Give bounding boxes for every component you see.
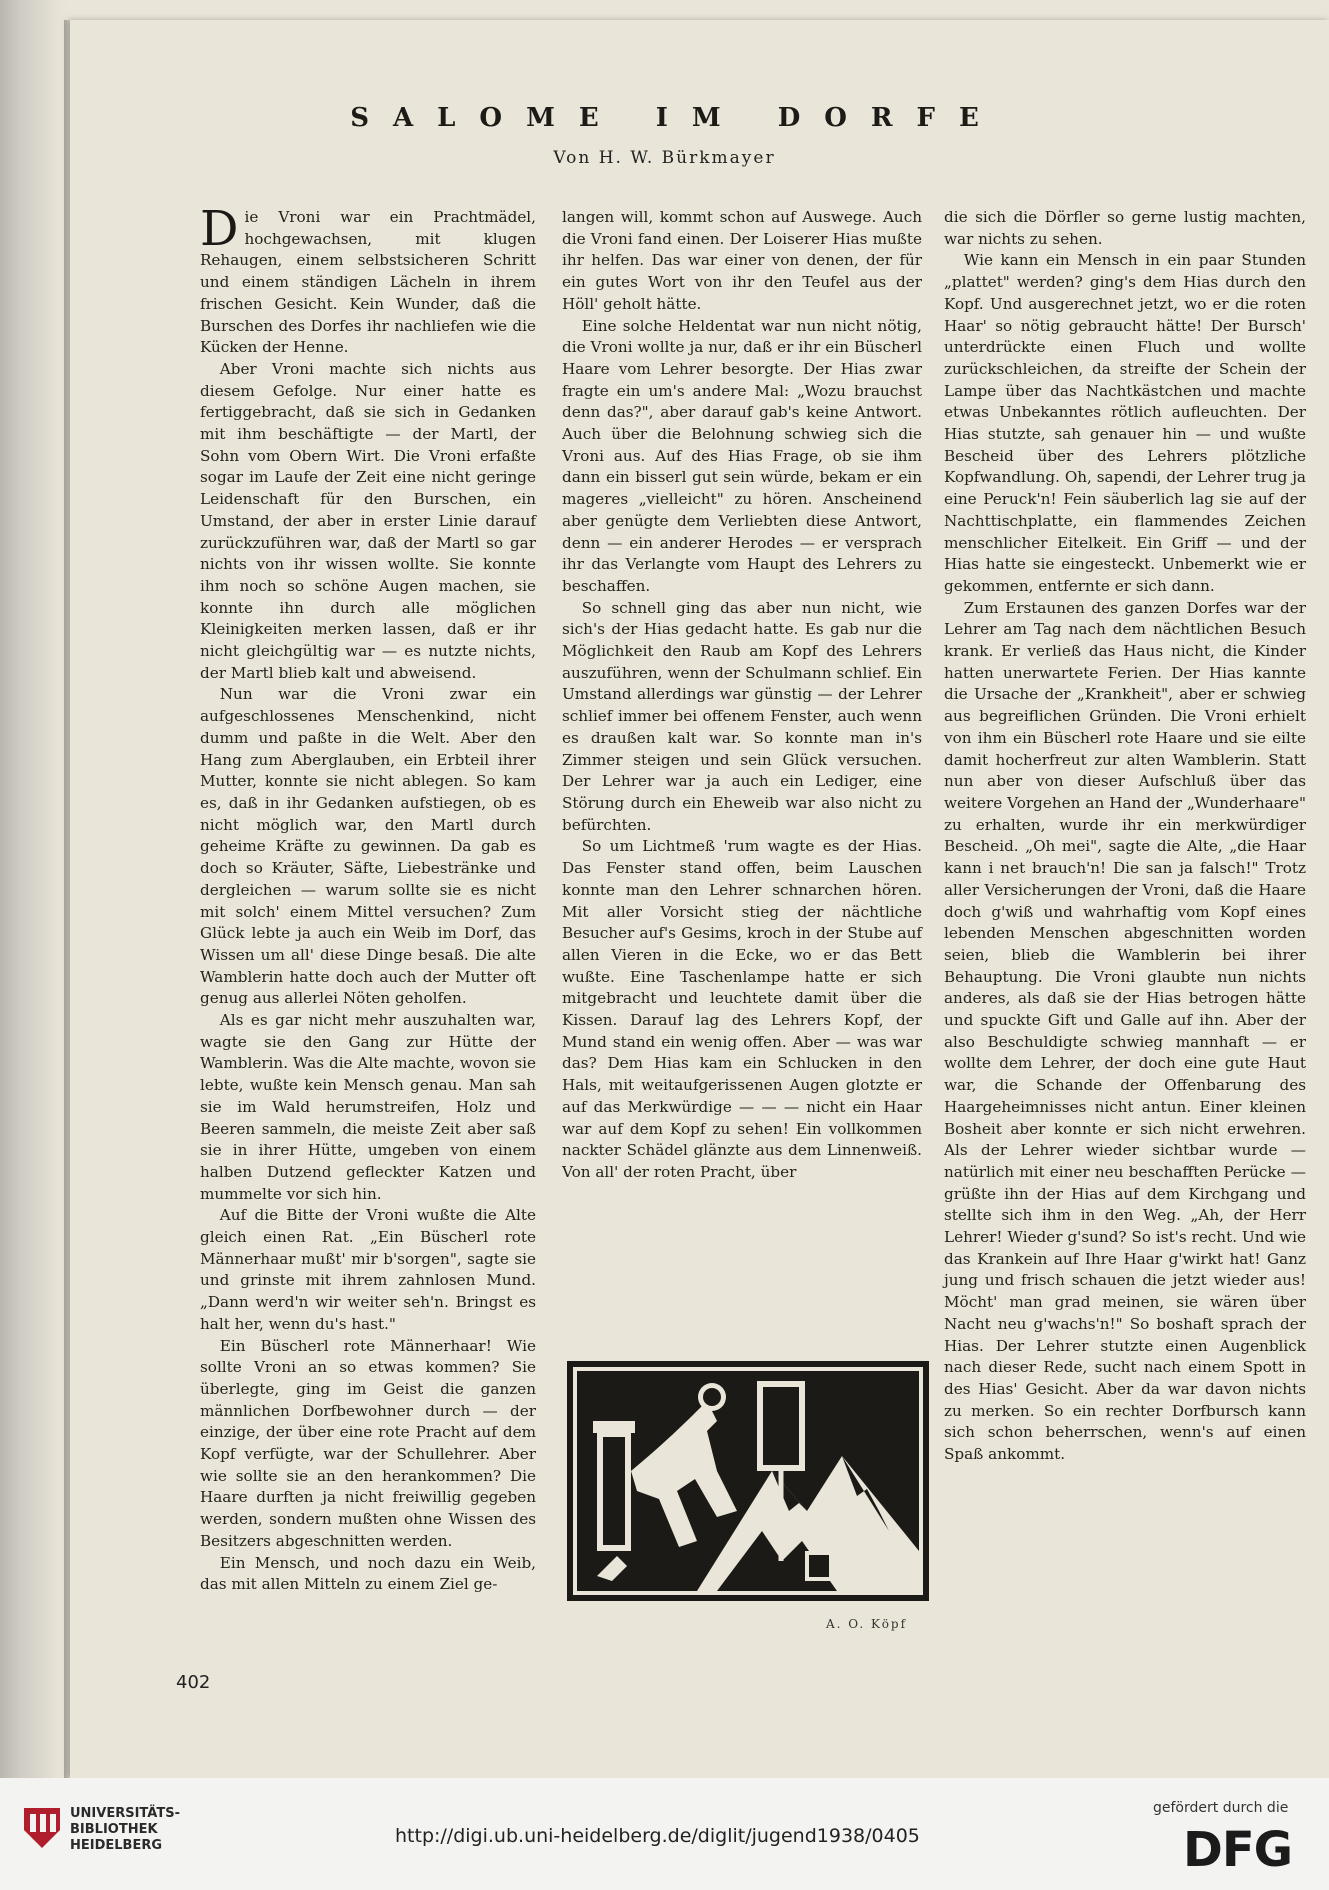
paragraph: Eine solche Heldentat war nun nicht nötig, die Vroni wollte ja nur, daß er ihr ein Büscherl Haare vom Lehrer besorgte. Der Hias zwar fragte ein um's andere Mal: „Wozu brauchst denn das?", aber darauf gab's keine Antwort. Auch über die Belohnung schwieg sich die Vroni aus. Auf des Hias Frage, ob sie ihm dann ein bisserl gut sein würde, bekam er ein mageres „vielleicht" zu hören. Anscheinend aber genügte dem Verliebten diese Antwort, denn — ein anderer Herodes — er versprach ihr das Verlangte vom Haupt des Lehrers zu beschaffen.: [562, 316, 922, 595]
library-name-line: UNIVERSITÄTS-: [70, 1806, 180, 1821]
paragraph: langen will, kommt schon auf Auswege. Auch die Vroni fand einen. Der Loiserer Hias mußte ihr helfen. Das war einer von denen, der für ein gutes Wort von ihr den Teufel aus der Höll' geholt hätte.: [562, 208, 922, 313]
paragraph: So schnell ging das aber nun nicht, wie sich's der Hias gedacht hatte. Es gab nur die Möglichkeit den Raub am Kopf des Lehrers auszuführen, wenn der Schulmann schlief. Ein Umstand allerdings war günstig — der Lehrer schlief immer bei offenem Fenster, auch wenn es draußen kalt war. So konnte man in's Zimmer steigen und sein Glück versuchen. Der Lehrer war ja auch ein Lediger, eine Störung durch ein Eheweib war also nicht zu befürchten.: [562, 598, 922, 834]
text-column-1: [200, 201, 536, 1596]
text-column-3: [944, 207, 1306, 1466]
paragraph: Nun war die Vroni zwar ein aufgeschlossenes Menschenkind, nicht dumm und paßte in die Welt. Aber den Hang zum Aberglauben, ein Erbteil ihrer Mutter, konnte sie nicht ablegen. So kam es, daß in ihr Gedanken aufstiegen, ob es nicht möglich war, den Martl durch geheime Kräfte zu gewinnen. Da gab es doch so Kräuter, Säfte, Liebestränke und dergleichen — warum sollte sie es nicht mit solch' einem Mittel versuchen? Zum Glück lebte ja auch ein Weib im Dorf, das Wissen um all' diese Dinge besaß. Die alte Wamblerin hatte doch auch der Mutter oft genug aus allerlei Nöten geholfen.: [200, 685, 536, 1008]
paragraph: Wie kann ein Mensch in ein paar Stunden „plattet" werden? ging's dem Hias durch den Kopf. Und ausgerechnet jetzt, wo er die roten Haar' so nötig gebraucht hätte! Der Bursch' unterdrückte einen Fluch und wollte zurückschleichen, da streifte der Schein der Lampe über das Nachtkästchen und machte etwas Unbekanntes rötlich aufleuchten. Der Hias stutzte, sah genauer hin — und wußte Bescheid über des Lehrers plötzliche Kopfwandlung. Oh, sapendi, der Lehrer trug ja eine Peruck'n! Fein säuberlich lag sie auf der Nachttischplatte, ein flammendes Zeichen menschlicher Eitelkeit. Ein Griff — und der Hias hatte sie eingesteckt. Unbemerkt wie er gekommen, entfernte er sich dann.: [944, 251, 1306, 595]
paragraph: Auf die Bitte der Vroni wußte die Alte gleich einen Rat. „Ein Büscherl rote Männerhaar mußt' mir b'sorgen", sagte sie und grinste mit ihrem zahnlosen Mund. „Dann werd'n wir weiter seh'n. Bringst es halt her, wenn du's hast.": [200, 1206, 536, 1333]
library-name-line: BIBLIOTHEK: [70, 1822, 158, 1837]
paragraph: ie Vroni war ein Prachtmädel, hochgewachsen, mit klugen Rehaugen, einem selbstsicheren Schritt und einem ständigen Lächeln in ihrem frischen Gesicht. Kein Wunder, daß die Burschen des Dorfes ihr nachliefen wie die Kücken der Henne.: [200, 208, 536, 357]
paragraph: die sich die Dörfler so gerne lustig machten, war nichts zu sehen.: [944, 208, 1306, 248]
article-title: SALOME IM DORFE: [350, 103, 1003, 133]
page-number: 402: [176, 1672, 211, 1693]
text-column-2: [562, 207, 922, 1184]
dfg-logo[interactable]: DFG: [1183, 1822, 1293, 1878]
paragraph: Aber Vroni machte sich nichts aus diesem Gefolge. Nur einer hatte es fertiggebracht, daß sie sich in Gedanken mit ihm beschäftigte — der Martl, der Sohn vom Obern Wirt. Die Vroni erfaßte sogar im Laufe der Zeit eine nicht geringe Leidenschaft für den Burschen, ein Umstand, der aber in erster Linie darauf zurückzuführen war, daß der Martl so gar nichts von ihr wissen wollte. Sie konnte ihm noch so schöne Augen machen, sie konnte ihn durch alle möglichen Kleinigkeiten merken lassen, daß er ihr nicht gleichgültig war — es nutzte nichts, der Martl blieb kalt und abweisend.: [200, 359, 536, 682]
woodcut-illustration: [567, 1361, 929, 1601]
library-name-line: HEIDELBERG: [70, 1838, 163, 1853]
illustration-credit: A. O. Köpf: [826, 1617, 908, 1631]
paragraph: Als es gar nicht mehr auszuhalten war, wagte sie den Gang zur Hütte der Wamblerin. Was die Alte machte, wovon sie lebte, wußte kein Mensch genau. Man sah sie im Wald herumstreifen, Holz und Beeren sammeln, die meiste Zeit aber saß sie in ihrer Hütte, umgeben von einem halben Dutzend gefleckter Katzen und mummelte vor sich hin.: [200, 1011, 536, 1203]
article-byline: Von H. W. Bürkmayer: [553, 148, 776, 168]
university-library-logo-icon: [20, 1804, 64, 1852]
sponsor-text: gefördert durch die: [1153, 1800, 1289, 1816]
paragraph: Ein Mensch, und noch dazu ein Weib, das mit allen Mitteln zu einem Ziel ge-: [200, 1553, 536, 1594]
paragraph: Ein Büscherl rote Männerhaar! Wie sollte Vroni an so etwas kommen? Sie überlegte, ging im Geist die ganzen männlichen Dorfbewohner durch — der einzige, der über eine rote Pracht auf dem Kopf verfügte, war der Schullehrer. Aber wie sollte sie an den herankommen? Die Haare durften ja nicht freiwillig gegeben werden, sondern mußten ohne Wissen des Besitzers abgeschnitten werden.: [200, 1336, 536, 1550]
permalink-url[interactable]: http://digi.ub.uni-heidelberg.de/diglit/jugend1938/0405: [395, 1825, 920, 1847]
drop-cap: D: [200, 201, 239, 257]
paragraph: So um Lichtmeß 'rum wagte es der Hias. Das Fenster stand offen, beim Lauschen konnte man den Lehrer schnarchen hören. Mit aller Vorsicht stieg der nächtliche Besucher auf's Gesims, kroch in der Stube auf allen Vieren in die Ecke, wo er das Bett wußte. Eine Taschenlampe hatte er sich mitgebracht und leuchtete damit über die Kissen. Darauf lag des Lehrers Kopf, der Mund stand ein wenig offen. Aber — was war das? Dem Hias kam ein Schlucken in den Hals, mit weitaufgerissenen Augen glotzte er auf das Merkwürdige — — — nicht ein Haar war auf dem Kopf zu sehen! Ein vollkommen nackter Schädel glänzte aus dem Linnenweiß. Von all' der roten Pracht, über: [562, 837, 922, 1181]
library-name[interactable]: [70, 1806, 180, 1854]
woodcut-monogram: K: [892, 1566, 905, 1585]
paragraph: Zum Erstaunen des ganzen Dorfes war der Lehrer am Tag nach dem nächtlichen Besuch krank. Er verließ das Haus nicht, die Kinder hatten unerwartete Ferien. Der Hias kannte die Ursache der „Krankheit", aber er schwieg aus begreiflichen Gründen. Die Vroni erhielt von ihm ein Büscherl rote Haare und sie eilte damit hocherfreut zur alten Wamblerin. Statt nun aber von dieser Aufschluß über das weitere Vorgehen an Hand der „Wunderhaare" zu erhalten, wurde ihr ein merkwürdiger Bescheid. „Oh mei", sagte die Alte, „die Haar kann i net brauch'n! Die san ja falsch!" Trotz aller Versicherungen der Vroni, daß die Haare doch g'wiß und wahrhaftig vom Kopf eines lebenden Menschen abgeschnitten worden seien, blieb die Wamblerin bei ihrer Behauptung. Die Vroni glaubte nun nichts anderes, als daß sie der Hias betrogen hätte und spuckte Gift und Galle auf ihn. Aber der also Beschuldigte schwieg mannhaft — er wollte dem Lehrer, der doch eine gute Haut war, die Schande der Offenbarung des Haargeheimnisses nicht antun. Einer kleinen Bosheit aber konnte er sich nicht erwehren. Als der Lehrer wieder sichtbar wurde — natürlich mit einer neu beschafften Perücke — grüßte ihn der Hias auf dem Kirchgang und stellte sich ihm in den Weg. „Ah, der Herr Lehrer! Wieder g'sund? So ist's recht. Und wie das Krankein auf Ihre Haar g'wirkt hat! Ganz jung und frisch schauen die jetzt wieder aus! Möcht' man grad meinen, sie wären über Nacht neu g'wachs'n!" So boshaft sprach der Hias. Der Lehrer stutzte einen Augenblick nach dieser Rede, sucht nach einem Spott in des Hias' Gesicht. Aber da war davon nichts zu merken. So ein rechter Dorfbursch kann sich schon beherrschen, wenn's auf einen Spaß ankommt.: [944, 598, 1306, 1464]
